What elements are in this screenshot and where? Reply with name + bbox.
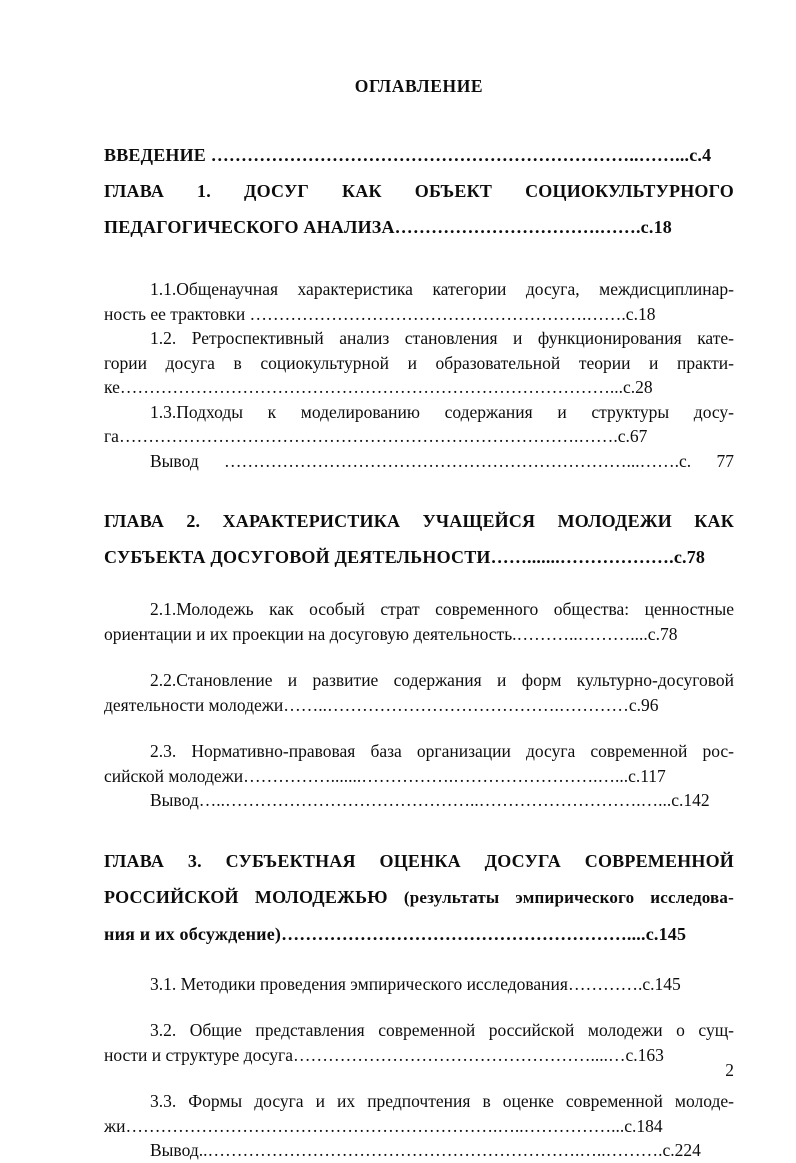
toc-entry-section-1-1-line2[interactable]: ность ее трактовки ………………………………………………….…….с.18 xyxy=(104,303,656,324)
chapter3-line2-uppercase: РОССИЙСКОЙ МОЛОДЕЖЬЮ xyxy=(104,886,404,907)
toc-entry-section-3-1[interactable]: 3.1. Методики проведения эмпирического исследования………….с.145 xyxy=(150,973,681,994)
toc-entry-section-3-2-line1[interactable]: 3.2. Общие представления современной российской молодежи о сущ- xyxy=(150,1020,734,1040)
toc-entry-section-1-3-line2[interactable]: га…………………………………………………………………….…….с.67 xyxy=(104,426,648,446)
toc-entry-conclusion-chapter2[interactable]: Вывод…..……………………………………..……………………….…...с.142 xyxy=(150,790,710,810)
toc-entry-conclusion-chapter3[interactable]: Вывод..……………………………………………………….…..……….с.224 xyxy=(150,1140,701,1160)
toc-entry-chapter2-line2[interactable]: СУБЪЕКТА ДОСУГОВОЙ ДЕЯТЕЛЬНОСТИ…….......……………….с.78 xyxy=(104,547,706,567)
toc-entry-chapter3-line1[interactable]: ГЛАВА 3. СУБЪЕКТНАЯ ОЦЕНКА ДОСУГА СОВРЕМЕННОЙ xyxy=(104,850,734,871)
spacer xyxy=(104,97,734,137)
toc-entry-section-2-1-line1[interactable]: 2.1.Молодежь как особый страт современного общества: ценностные xyxy=(150,599,734,619)
toc-entry-section-2-2-line1[interactable]: 2.2.Становление и развитие содержания и форм культурно-досуговой xyxy=(150,670,734,690)
toc-entry-chapter1-line2[interactable]: ПЕДАГОГИЧЕСКОГО АНАЛИЗА…………………………….…….с.18 xyxy=(104,217,672,237)
table-of-contents xyxy=(104,0,734,1163)
spacer xyxy=(104,952,734,972)
toc-entry-section-1-1-line1[interactable]: 1.1.Общенаучная характеристика категории досуга, междисциплинар- xyxy=(150,279,734,299)
toc-entry-section-1-2-line3[interactable]: ке…………………………………………………………………………...с.28 xyxy=(104,377,653,397)
toc-entry-chapter2-line1[interactable]: ГЛАВА 2. ХАРАКТЕРИСТИКА УЧАЩЕЙСЯ МОЛОДЕЖИ КАК xyxy=(104,511,734,531)
spacer xyxy=(104,717,734,739)
page-number: 2 xyxy=(725,1060,734,1080)
toc-entry-section-3-2-line2[interactable]: ности и структуре досуга……………………………………………....…с.163 xyxy=(104,1044,664,1065)
toc-entry-chapter3-line2[interactable] xyxy=(104,879,734,916)
toc-entry-section-3-3-line2[interactable]: жи……………………………………………………….…..……………...с.184 xyxy=(104,1115,663,1136)
spacer xyxy=(104,996,734,1018)
spacer xyxy=(104,575,734,597)
spacer xyxy=(104,813,734,843)
toc-entry-section-1-2-line1[interactable]: 1.2. Ретроспективный анализ становления и функционирования кате- xyxy=(150,328,734,348)
toc-entry-section-2-2-line2[interactable]: деятельности молодежи……..………………………………….…………с.96 xyxy=(104,694,659,715)
toc-entry-section-1-2-line2[interactable]: гории досуга в социокультурной и образовательной теории и практи- xyxy=(104,352,734,373)
spacer xyxy=(104,245,734,277)
toc-entry-section-2-1-line2[interactable]: ориентации и их проекции на досуговую деятельность.………..………....с.78 xyxy=(104,623,678,644)
page-title: ОГЛАВЛЕНИЕ xyxy=(354,76,484,96)
toc-entry-introduction[interactable]: ВВЕДЕНИЕ ……………………………………………………………..……...с.4 xyxy=(104,145,712,165)
toc-entry-conclusion-chapter1[interactable]: Вывод ……………………………………………………………...…….с. 77 xyxy=(150,450,734,471)
spacer xyxy=(104,646,734,668)
toc-entry-section-2-3-line1[interactable]: 2.3. Нормативно-правовая база организации досуга современной рос- xyxy=(150,741,734,761)
toc-entry-section-1-3-line1[interactable]: 1.3.Подходы к моделированию содержания и структуры досу- xyxy=(150,401,734,422)
chapter3-line2-parenthetical: (результаты эмпирического исследова- xyxy=(403,887,734,907)
toc-entry-chapter1-line1[interactable]: ГЛАВА 1. ДОСУГ КАК ОБЪЕКТ СОЦИОКУЛЬТУРНОГО xyxy=(104,181,734,201)
toc-entry-section-2-3-line2[interactable]: сийской молодежи…………….......…………….…………………….…...с.117 xyxy=(104,765,666,786)
toc-entry-chapter3-line3[interactable]: ния и их обсуждение)…………………………………………………....с.145 xyxy=(104,923,687,944)
spacer xyxy=(104,473,734,503)
toc-entry-section-3-3-line1[interactable]: 3.3. Формы досуга и их предпочтения в оценке современной молоде- xyxy=(150,1091,734,1111)
